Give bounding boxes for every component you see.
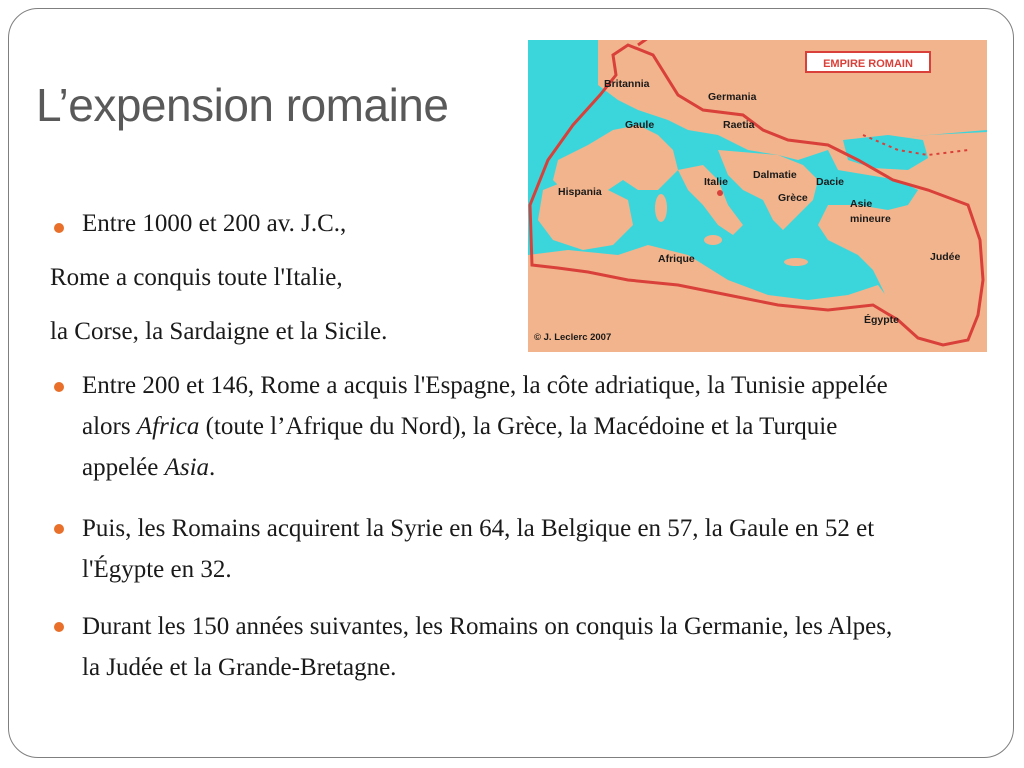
island-sicily (704, 235, 722, 245)
rome-marker (717, 190, 723, 196)
map-copyright: © J. Leclerc 2007 (534, 332, 612, 343)
island-crete (784, 258, 808, 266)
label-egypte: Égypte (864, 314, 900, 326)
label-britannia: Britannia (604, 78, 650, 90)
bullet-2-text: Entre 200 et 146, Rome a acquis l'Espagne, la côte adriatique, la Tunisie appelée alors Africa (toute l’Afrique du Nord), la Grèce, la Macédoine et la Turquie appelée Asia. (82, 372, 888, 481)
roman-empire-map (528, 40, 987, 352)
label-judee: Judée (930, 251, 961, 263)
label-afrique: Afrique (658, 253, 695, 265)
slide-title: L’expension romaine (36, 79, 449, 131)
label-hispania: Hispania (558, 186, 602, 198)
label-gaule: Gaule (625, 119, 655, 131)
label-dalmatie: Dalmatie (753, 169, 797, 181)
bullet-marker (54, 524, 64, 534)
label-raetia: Raetia (723, 119, 755, 131)
island-cyprus (850, 236, 866, 244)
island-corsica-sardinia (655, 194, 667, 222)
label-italie: Italie (704, 176, 728, 188)
label-grece: Grèce (778, 192, 808, 204)
map-title: EMPIRE ROMAIN (823, 58, 913, 70)
bullet-marker (54, 622, 64, 632)
label-germania: Germania (708, 91, 757, 103)
label-dacie: Dacie (816, 176, 845, 188)
bullet-marker (54, 223, 64, 233)
bullet-3-text: Puis, les Romains acquirent la Syrie en 64, la Belgique en 57, la Gaule en 52 et l'Égypte en 32. (82, 515, 875, 583)
bullet-marker (54, 382, 64, 392)
bullet-4-text: Durant les 150 années suivantes, les Romains on conquis la Germanie, les Alpes, la Judée et la Grande-Bretagne. (82, 613, 893, 681)
bullet-1-text: Entre 1000 et 200 av. J.C., (82, 210, 347, 237)
line-3-text: la Corse, la Sardaigne et la Sicile. (50, 318, 388, 345)
label-mineure: mineure (850, 213, 891, 225)
label-asie: Asie (850, 198, 873, 210)
line-2-text: Rome a conquis toute l'Italie, (50, 264, 343, 291)
